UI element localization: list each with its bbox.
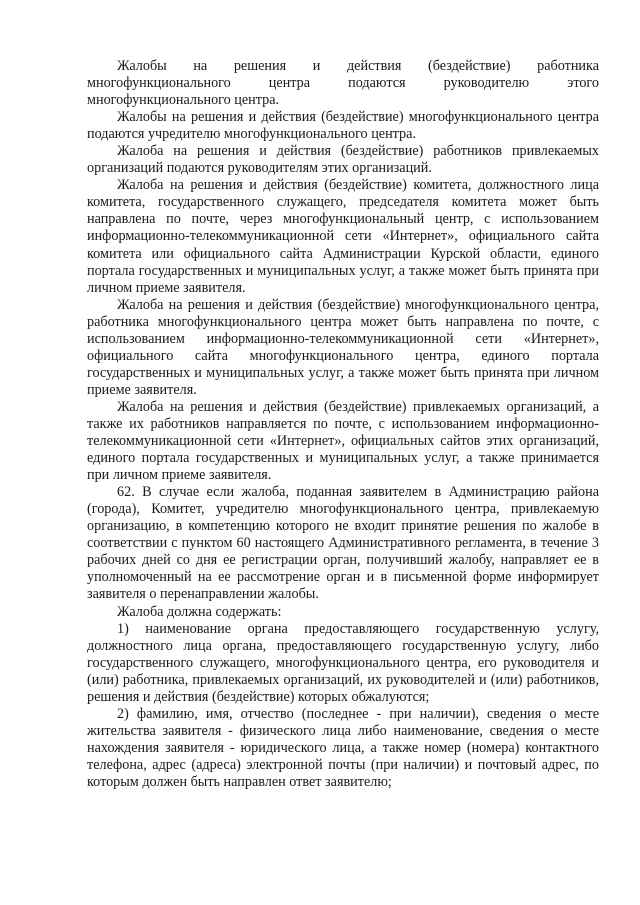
document-page xyxy=(87,58,599,791)
paragraph-complaint-organizations-channels: Жалоба на решения и действия (бездействие) привлекаемых организаций, а также их работников направляется по почте, с использованием информационно-телекоммуникационной сети «Интернет», официальных сайтов этих организаций, единого портала государственных и муниципальных услуг, а также принимается при личном приеме заявителя. xyxy=(87,398,599,484)
list-item-2: 2) фамилию, имя, отчество (последнее - при наличии), сведения о месте жительства заявителя - физического лица либо наименование, сведения о месте нахождения заявителя - юридического лица, а также номер (номера) контактного телефона, адрес (адреса) электронной почты (при наличии) и почтовый адрес, по которым должен быть направлен ответ заявителю; xyxy=(87,705,599,790)
paragraph-section-62: 62. В случае если жалоба, поданная заявителем в Администрацию района (города), Комитет, учредителю многофункционального центра, привлекаемую организацию, в компетенцию которого не входит принятие решения по жалобе в соответствии с пунктом 60 настоящего Административного регламента, в течение 3 рабочих дней со дня ее регистрации орган, получивший жалобу, направляет ее в уполномоченный на ее рассмотрение орган и в письменной форме информирует заявителя о перенаправлении жалобы. xyxy=(87,484,599,603)
paragraph-complaint-contents-intro: Жалоба должна содержать: xyxy=(117,603,282,620)
paragraph-complaint-mfc-channels: Жалоба на решения и действия (бездействие) многофункционального центра, работника многофункционального центра может быть направлена по почте, с использованием информационно-телекоммуникационной сети «Интернет», официального сайта многофункционального центра, единого портала государственных и муниципальных услуг, а также может быть принята при личном приеме заявителя. xyxy=(87,296,599,398)
list-item-1: 1) наименование органа предоставляющего государственную услугу, должностного лица органа, предоставляющего государственную услугу, либо государственного служащего, многофункционального центра, его руководителя и (или) работника, привлекаемых организаций, их руководителей и (или) работников, решения и действия (бездействие) которых обжалуются; xyxy=(87,620,599,705)
paragraph-complaint-mfc: Жалобы на решения и действия (бездействие) многофункционального центра подаются учредителю многофункционального центра. xyxy=(87,109,599,143)
paragraph-complaint-mfc-employee: Жалобы на решения и действия (бездействие) работника многофункционального центра подаются руководителю этого многофункционального центра. xyxy=(87,58,599,109)
paragraph-complaint-committee: Жалоба на решения и действия (бездействие) комитета, должностного лица комитета, государственного служащего, председателя комитета может быть направлена по почте, через многофункциональный центр, с использованием информационно-телекоммуникационной сети «Интернет», официального сайта комитета или официального сайта Администрации Курской области, единого портала государственных и муниципальных услуг, а также может быть принята при личном приеме заявителя. xyxy=(87,177,599,296)
paragraph-complaint-organizations-staff: Жалоба на решения и действия (бездействие) работников привлекаемых организаций подаются руководителям этих организаций. xyxy=(87,143,599,177)
